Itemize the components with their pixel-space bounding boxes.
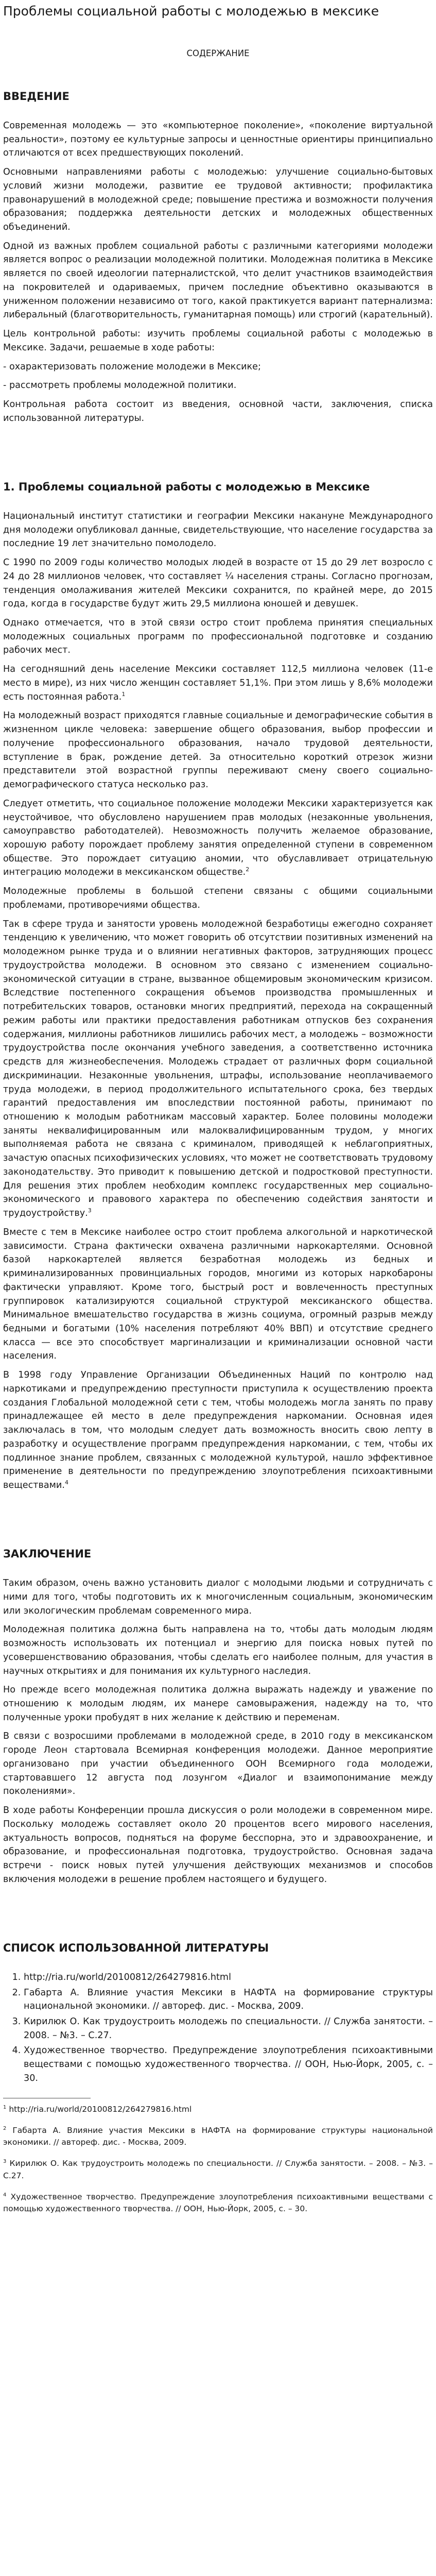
document-page [0, 3, 436, 2245]
part1-paragraph: Однако отмечается, что в этой связи остро стоит проблема принятия специальных молодежных социальных программ по профессиональной подготовке и созданию рабочих мест. [3, 618, 433, 656]
references-heading: СПИСОК ИСПОЛЬЗОВАННОЙ ЛИТЕРАТУРЫ [3, 1941, 269, 1954]
part1-paragraph: В 1998 году Управление Организации Объединенных Наций по контролю над наркотиками и предупреждению преступности приступила к осуществлению проекта создания Глобальной молодежной сети с тем, чтобы молодежь могла занять по праву принадлежащее ей место в деле предупреждения наркомании. Основная идея заключалась в том, что молодым следует дать возможность вносить свою лепту в разработку и осуществление программ предупреждения наркомании, с тем, чтобы их подлинное знание проблем, связанных с молодежной культурой, нашло эффективное применение в деятельности по предупреждению злоупотребления психоактивными веществами.$^4$ [3, 1370, 433, 1491]
footnote-marker[interactable]: 2 [246, 866, 250, 873]
footnote-marker[interactable]: 1 [121, 690, 126, 698]
intro-task-item: - рассмотреть проблемы молодежной политики. [3, 380, 237, 391]
footnote-marker[interactable]: 4 [64, 1479, 68, 1486]
conclusion-heading: ЗАКЛЮЧЕНИЕ [3, 1547, 92, 1560]
part1-section [3, 480, 433, 1493]
document-title: Проблемы социальной работы с молодежью в мексике [3, 4, 379, 19]
intro-paragraph: Цель контрольной работы: изучить проблемы социальной работы с молодежью в Мексике. Задачи, решаемые в ходе работы: [3, 329, 433, 353]
part1-paragraph: Следует отметить, что социальное положение молодежи Мексики характеризуется как неустойчивое, что обусловлено нарушением прав молодых (незаконные увольнения, самоуправство работодателей). Невозможность получить желаемое образование, хорошую работу порождает проблему занятия определенной ступени в современном обществе. Это порождает ситуацию аномии, что обуславливает отрицательную интеграцию молодежи в мексиканском обществе.$^2$ [3, 798, 433, 878]
footnote [3, 2158, 433, 2182]
introduction-section [3, 90, 433, 426]
footnote-marker[interactable]: 3 [88, 1207, 92, 1214]
intro-paragraph: Одной из важных проблем социальной работы с различными категориями молодежи является вопрос о реализации молодежной политики. Молодежная политика в Мексике является по своей идеологии патерналистской, что делит участников взаимодействия на покровителей и одариваемых, причем последние объективно оказываются в униженном положении независимо от того, какой практикуется вариант патернализма: либеральный (благотворительность, гуманитарная помощь) или строгий (карательный). [3, 241, 433, 320]
footnote [3, 2191, 433, 2215]
reference-item: 2. Габарта А. Влияние участия Мексики в НАФТА на формирование структуры национальной экономики. // автореф. дис. - Москва, 2009. [24, 1986, 433, 2013]
part1-paragraph: С 1990 по 2009 годы количество молодых людей в возрасте от 15 до 29 лет возросло с 24 до 28 миллионов человек, что составляет ¼ населения страны. Согласно прогнозам, тенденция омолаживания жителей Мексики сохранится, по крайней мере, до 2015 года, когда в государстве будут жить 29,5 миллиона юношей и девушек. [3, 557, 433, 609]
references-section [3, 1941, 433, 2086]
part1-body [3, 510, 433, 1493]
intro-paragraph: Основными направлениями работы с молодежью: улучшение социально-бытовых условий жизни молодежи, развитие ее трудовой активности; профилактика правонарушений в молодежной среде; повышение престижа и возможности получения образования; поддержка деятельности детских и молодежных общественных объединений. [3, 167, 433, 233]
intro-task-item: - охарактеризовать положение молодежи в Мексике; [3, 361, 261, 372]
part1-paragraph: Национальный институт статистики и географии Мексики накануне Международного дня молодежи опубликовал данные, свидетельствующие, что население государства за последние 19 лет значительно помолодело. [3, 511, 433, 549]
footnote-text[interactable]: http://ria.ru/world/20100812/264279816.html [9, 2104, 192, 2114]
footnote [3, 2104, 433, 2115]
conclusion-paragraph: В связи с возросшими проблемами в молодежной среде, в 2010 году в мексиканском городе Леон стартовала Всемирная конференция молодежи. Данное мероприятие организовано при участии объединенного ООН Всемирного года молодежи, стартовавшего 12 августа под лозунгом «Диалог и взаимопонимание между поколениями». [3, 1731, 433, 1797]
reference-item: 4. Художественное творчество. Предупреждение злоупотребления психоактивными веществами с помощью художественного творчества. // ООН, Нью-Йорк, 2005, с. – 30. [24, 2044, 433, 2085]
conclusion-paragraph: В ходе работы Конференции прошла дискуссия о роли молодежи в современном мире. Поскольку молодежь составляет около 20 процентов всего мирового населения, актуальность вопросов, подняться на форуме бесспорна, это и здравоохранение, и образование, и профессиональная подготовка, трудоустройство. Основная задача встречи - поиск новых путей улучшения действующих механизмов и способов включения молодежи в решение проблем настоящего и будущего. [3, 1805, 433, 1885]
footnote-number: 3 [3, 2159, 7, 2165]
part1-paragraph: На сегодняшний день население Мексики составляет 112,5 миллиона человек (11-е место в мире), из них число женщин составляет 51,1%. При этом лишь у 8,6% молодежи есть постоянная работа.$^1$ [3, 664, 433, 702]
part1-paragraph: Так в сфере труда и занятости уровень молодежной безработицы ежегодно сохраняет тенденцию к увеличению, что может говорить об отсутствии позитивных изменений на молодежном рынке труда и о влиянии негативных факторов, затрудняющих процесс трудоустройства молодежи. В основном это связано с изменением социально-экономической ситуации в стране, вызванное общемировым экономическим кризисом. Вследствие постепенного сокращения объемов производства промышленных и потребительских товаров, остановки многих предприятий, перехода на сокращенный режим работы или практики предоставления работникам отпусков без сохранения содержания, миллионы работников лишились рабочих мест, а молодежь – возможности трудоустройства после окончания учебного заведения, а соответственно источника средств для жизнеобеспечения. Молодежь страдает от различных форм социальной дискриминации. Незаконные увольнения, штрафы, использование неоплачиваемого труда молодежи, в период продолжительного испытательного срока, без твердых гарантий предоставления им впоследствии постоянной работы, принимают по отношению к молодым работникам массовый характер. Более половины молодежи заняты неквалифицированным или малоквалифицированным трудом, у многих выполняемая работа не связана с криминалом, приводящей к неблагоприятных, зачастую опасных психофизических условиях, что может не соответствовать трудовому законодательству. Это приводит к повышению детской и подростковой преступности. Для решения этих проблем необходим комплекс государственных мер социально-экономического и правового характера по обеспечению содействия занятости и трудоустройству.$^3$ [3, 919, 433, 1219]
intro-paragraph: Контрольная работа состоит из введения, основной части, заключения, списка использованной литературы. [3, 399, 433, 423]
footnote-number: 2 [3, 2125, 7, 2131]
reference-item: 3. Кирилюк О. Как трудоустроить молодежь по специальности. // Служба занятости. – 2008. – №3. – С.27. [24, 2015, 433, 2042]
footnote-number: 4 [3, 2192, 7, 2198]
part1-paragraph: Молодежные проблемы в большой степени связаны с общими социальными проблемами, противоречиями общества. [3, 886, 433, 910]
footnote [3, 2125, 433, 2149]
part1-heading: 1. Проблемы социальной работы с молодежью в Мексике [3, 480, 370, 493]
footnotes-section [3, 2104, 433, 2215]
introduction-heading: ВВЕДЕНИЕ [3, 90, 69, 103]
part1-paragraph: На молодежный возраст приходятся главные социальные и демографические события в жизненном цикле человека: завершение общего образования, выбор профессии и получение профессионального образования, начало трудовой деятельности, вступление в брак, рождение детей. За относительно короткий отрезок жизни представители этой возрастной группы переживают смену своего социально-демографического статуса несколько раз. [3, 710, 433, 790]
reference-list [3, 1971, 433, 2086]
conclusion-paragraph: Молодежная политика должна быть направлена на то, чтобы дать молодым людям возможность использовать их потенциал и энергию для поиска новых путей по усовершенствованию образования, чтобы сделать его наиболее полным, для участия в научных открытиях и для понимания их культурного наследия. [3, 1624, 433, 1676]
footnote-text: Габарта А. Влияние участия Мексики в НАФТА на формирование структуры национальной экономики. // автореф. дис. - Москва, 2009. [3, 2125, 433, 2147]
footnote-number: 1 [3, 2104, 7, 2110]
footnote-text: Кирилюк О. Как трудоустроить молодежь по специальности. // Служба занятости. – 2008. – №3. – С.27. [3, 2159, 433, 2180]
conclusion-section [3, 1547, 433, 1887]
part1-paragraph: Вместе с тем в Мексике наиболее остро стоит проблема алкогольной и наркотической зависимости. Страна фактически охвачена различными наркокартелями. Основной базой наркокартелей является безработная молодежь из бедных и криминализированных провинциальных городов, многими из которых наркобароны фактически управляют. Кроме того, быстрый рост и вовлеченность преступных группировок катализируются социальной структурой мексиканского общества. Минимальное вмешательство государства в жизнь социума, огромный разрыв между бедными и богатыми (10% населения потребляют 40% ВВП) и отсутствие среднего класса — все это способствует маргинализации и криминализации основной части населения. [3, 1227, 433, 1362]
reference-item[interactable]: 1. http://ria.ru/world/20100812/264279816.html [24, 1971, 433, 1985]
conclusion-paragraph: Таким образом, очень важно установить диалог с молодыми людьми и сотрудничать с ними для того, чтобы подготовить их к многочисленным социальным, экономическим или экологическим проблемам современного мира. [3, 1578, 433, 1616]
intro-paragraph: Современная молодежь — это «компьютерное поколение», «поколение виртуальной реальности», поэтому ее культурные запросы и ценностные ориентиры принципиально отличаются от всех предшествующих поколений. [3, 120, 433, 159]
footnote-text: Художественное творчество. Предупреждение злоупотребления психоактивными веществами с помощью художественного творчества. // ООН, Нью-Йорк, 2005, с. – 30. [3, 2192, 433, 2214]
toc-label: СОДЕРЖАНИЕ [186, 48, 250, 58]
conclusion-paragraph: Но прежде всего молодежная политика должна выражать надежду и уважение по отношению к молодым людям, их манере самовыражения, надежду на то, что полученные уроки пробудят в них желание к действию и переменам. [3, 1685, 433, 1723]
